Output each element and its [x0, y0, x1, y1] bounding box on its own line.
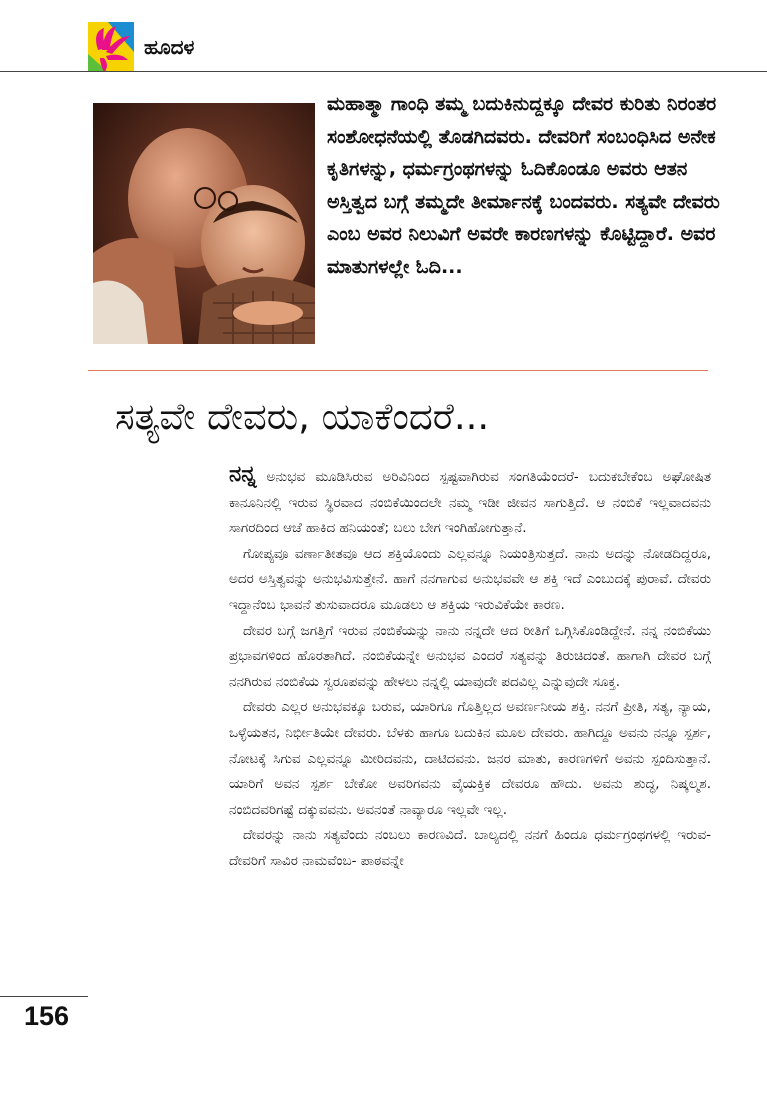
intro-text: ಮಹಾತ್ಮಾ ಗಾಂಧಿ ತಮ್ಮ ಬದುಕಿನುದ್ದಕ್ಕೂ ದೇವರ ಕುರಿತು ನಿರಂತರ ಸಂಶೋಧನೆಯಲ್ಲಿ ತೊಡಗಿದವರು. ದೇವರಿಗೆ ಸಂಬಂಧಿಸಿದ ಅನೇಕ ಕೃತಿಗಳನ್ನು, ಧರ್ಮಗ್ರಂಥಗಳನ್ನು ಓದಿಕೊಂಡೂ ಅವರು ಆತನ ಅಸ್ತಿತ್ವದ ಬಗ್ಗೆ ತಮ್ಮದೇ ತೀರ್ಮಾನಕ್ಕೆ ಬಂದವರು. ಸತ್ಯವೇ ದೇವರು ಎಂಬ ಅವರ ನಿಲುವಿಗೆ ಅವರೇ ಕಾರಣಗಳನ್ನು ಕೊಟ್ಟಿದ್ದಾರೆ. ಅವರ ಮಾತುಗಳಲ್ಲೇ ಓದಿ...: [327, 93, 720, 278]
header-divider: [0, 71, 767, 72]
gandhi-child-image: [93, 103, 315, 344]
paragraph-4: ದೇವರು ಎಲ್ಲರ ಅನುಭವಕ್ಕೂ ಬರುವ, ಯಾರಿಗೂ ಗೊತ್ತಿಲ್ಲದ ಅವರ್ಣನೀಯ ಶಕ್ತಿ. ನನಗೆ ಪ್ರೀತಿ, ಸತ್ಯ, ನ್ಯಾಯ, ಒಳ್ಳೆಯತನ, ನಿರ್ಭೀತಿಯೇ ದೇವರು. ಬೆಳಕು ಹಾಗೂ ಬದುಕಿನ ಮೂಲ ದೇವರು. ಹಾಗಿದ್ದೂ ಅವನು ನನ್ನೂ ಸ್ಪರ್ಶ, ನೋಟಕ್ಕೆ ಸಿಗುವ ಎಲ್ಲವನ್ನೂ ಮೀರಿದವನು, ದಾಟಿದವನು. ಜನರ ಮಾತು, ಕಾರಣಗಳಿಗೆ ಅವನು ಸ್ಪಂದಿಸುತ್ತಾನೆ. ಯಾರಿಗೆ ಅವನ ಸ್ಪರ್ಶ ಬೇಕೋ ಅವರಿಗವನು ವೈಯಕ್ತಿಕ ದೇವರೂ ಹೌದು. ಅವನು ಶುದ್ಧ, ನಿಷ್ಕಲ್ಮಶ. ನಂಬಿದವರಿಗಷ್ಟೆ ದಕ್ಕುವವನು. ಅವನಂತೆ ನಾವ್ಯಾರೂ ಇಲ್ಲವೇ ಇಲ್ಲ.: [229, 699, 711, 818]
gandhi-photo: [93, 103, 315, 344]
article-body: [229, 462, 711, 875]
magazine-logo: [88, 22, 134, 72]
paragraph-2: ಗೋಪ್ಯವೂ ವರ್ಣಾತೀತವೂ ಆದ ಶಕ್ತಿಯೊಂದು ಎಲ್ಲವನ್ನೂ ನಿಯಂತ್ರಿಸುತ್ತದೆ. ನಾನು ಅದನ್ನು ನೋಡದಿದ್ದರೂ, ಅದರ ಅಸ್ತಿತ್ವವನ್ನು ಅನುಭವಿಸುತ್ತೇನೆ. ಹಾಗೆ ನನಗಾಗುವ ಅನುಭವವೇ ಆ ಶಕ್ತಿ ಇದೆ ಎಂಬುದಕ್ಕೆ ಪುರಾವೆ. ದೇವರು ಇದ್ದಾನೆಂಬ ಭಾವನೆ ತುಸುವಾದರೂ ಮೂಡಲು ಆ ಶಕ್ತಿಯ ಇರುವಿಕೆಯೇ ಕಾರಣ.: [229, 545, 711, 613]
paragraph-5: ದೇವರನ್ನು ನಾನು ಸತ್ಯವೆಂದು ನಂಬಲು ಕಾರಣವಿದೆ. ಬಾಲ್ಯದಲ್ಲಿ ನನಗೆ ಹಿಂದೂ ಧರ್ಮಗ್ರಂಥಗಳಲ್ಲಿ ಇರುವ- ದೇವರಿಗೆ ಸಾವಿರ ನಾಮವೆಂಬ- ಪಾಠವನ್ನೇ: [229, 827, 711, 869]
footer-divider: [0, 996, 88, 997]
drop-word: ನನ್ನ: [229, 462, 257, 487]
intro-divider: [88, 370, 708, 371]
paragraph-1: [229, 462, 711, 542]
page-number: 156: [24, 1001, 70, 1031]
paragraph-3: ದೇವರ ಬಗ್ಗೆ ಜಗತ್ತಿಗೆ ಇರುವ ನಂಬಿಕೆಯನ್ನು ನಾನು ನನ್ನದೇ ಆದ ರೀತಿಗೆ ಒಗ್ಗಿಸಿಕೊಂಡಿದ್ದೇನೆ. ನನ್ನ ನಂಬಿಕೆಯು ಪ್ರಭಾವಗಳಿಂದ ಹೊರತಾಗಿದೆ. ನಂಬಿಕೆಯನ್ನೇ ಅನುಭವ ಎಂದರೆ ಸತ್ಯವನ್ನು ತಿರುಚಿದಂತೆ. ಹಾಗಾಗಿ ದೇವರ ಬಗ್ಗೆ ನನಗಿರುವ ನಂಬಿಕೆಯ ಸ್ವರೂಪವನ್ನು ಹೇಳಲು ನನ್ನಲ್ಲಿ ಯಾವುದೇ ಪದವಿಲ್ಲ ಎನ್ನುವುದೇ ಸೂಕ್ತ.: [229, 622, 711, 690]
article-title: ಸತ್ಯವೇ ದೇವರು, ಯಾಕೆಂದರೆ...: [115, 395, 490, 438]
paragraph-1-text: ಅನುಭವ ಮೂಡಿಸಿರುವ ಅರಿವಿನಿಂದ ಸ್ಪಷ್ಟವಾಗಿರುವ ಸಂಗತಿಯೆಂದರೆ- ಬದುಕಬೇಕೆಂಬ ಅಘೋಷಿತ ಕಾನೂನಿನಲ್ಲಿ ಇರುವ ಸ್ಥಿರವಾದ ನಂಬಿಕೆಯಿಂದಲೇ ನಮ್ಮ ಇಡೀ ಜೀವನ ಸಾಗುತ್ತಿದೆ. ಆ ನಂಬಿಕೆ ಇಲ್ಲವಾದವನು ಸಾಗರದಿಂದ ಆಚೆ ಹಾಕಿದ ಹನಿಯಂತೆ; ಬಲು ಬೇಗ ಇಂಗಿಹೋಗುತ್ತಾನೆ.: [229, 469, 711, 537]
flower-logo-icon: [88, 22, 134, 72]
magazine-name: ಹೂದಳ: [144, 35, 195, 59]
